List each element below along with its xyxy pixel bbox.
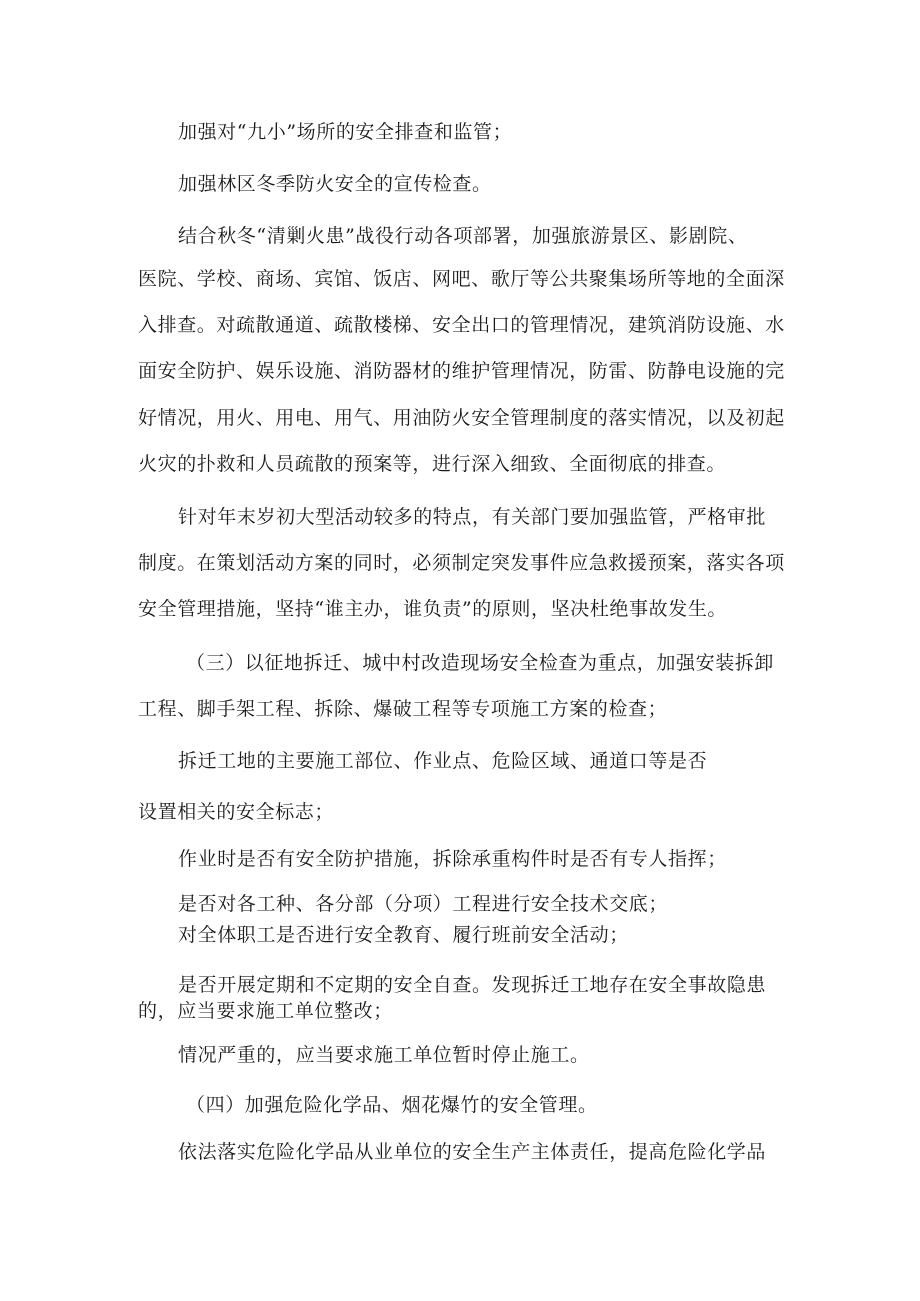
section-heading-3: （三）以征地拆迁、城中村改造现场安全检查为重点，加强安装拆卸 xyxy=(186,652,775,674)
paragraph-line: 针对年末岁初大型活动较多的特点，有关部门要加强监管，严格审批 xyxy=(178,506,767,528)
paragraph-line: 入排查。对疏散通道、疏散楼梯、安全出口的管理情况，建筑消防设施、水 xyxy=(138,314,785,336)
paragraph-line: 是否对各工种、各分部（分项）工程进行安全技术交底； xyxy=(178,893,669,915)
paragraph-line: 火灾的扑救和人员疏散的预案等，进行深入细致、全面彻底的排查。 xyxy=(138,453,727,475)
paragraph-line: 医院、学校、商场、宾馆、饭店、网吧、歌厅等公共聚集场所等地的全面深 xyxy=(138,268,785,290)
paragraph-line: 制度。在策划活动方案的同时，必须制定突发事件应急救援预案，落实各项 xyxy=(138,552,785,574)
paragraph-line: 好情况，用火、用电、用气、用油防火安全管理制度的落实情况，以及初起 xyxy=(138,407,785,429)
paragraph-line: 结合秋冬“清剿火患”战役行动各项部署，加强旅游景区、影剧院、 xyxy=(178,225,748,247)
paragraph-line: 工程、脚手架工程、拆除、爆破工程等专项施工方案的检查； xyxy=(138,698,668,720)
paragraph-line: 安全管理措施，坚持“谁主办，谁负责”的原则，坚决杜绝事故发生。 xyxy=(138,598,728,620)
paragraph-line: 是否开展定期和不定期的安全自查。发现拆迁工地存在安全事故隐患 xyxy=(178,974,767,996)
paragraph-line: 作业时是否有安全防护措施，拆除承重构件时是否有专人指挥； xyxy=(178,848,727,870)
paragraph-line: 对全体职工是否进行安全教育、履行班前安全活动； xyxy=(178,924,629,946)
paragraph-line: 依法落实危险化学品从业单位的安全生产主体责任，提高危险化学品 xyxy=(178,1141,767,1163)
paragraph-line: 的，应当要求施工单位整改； xyxy=(138,1000,393,1022)
paragraph-line: 加强林区冬季防火安全的宣传检查。 xyxy=(178,173,492,195)
paragraph-line: 设置相关的安全标志； xyxy=(138,801,335,823)
paragraph-line: 情况严重的，应当要求施工单位暂时停止施工。 xyxy=(178,1044,590,1066)
section-heading-4: （四）加强危险化学品、烟花爆竹的安全管理。 xyxy=(186,1094,598,1116)
paragraph-line: 加强对“九小”场所的安全排查和监管； xyxy=(178,121,513,143)
paragraph-line: 面安全防护、娱乐设施、消防器材的维护管理情况，防雷、防静电设施的完 xyxy=(138,360,785,382)
paragraph-line: 拆迁工地的主要施工部位、作业点、危险区域、通道口等是否 xyxy=(178,750,708,772)
